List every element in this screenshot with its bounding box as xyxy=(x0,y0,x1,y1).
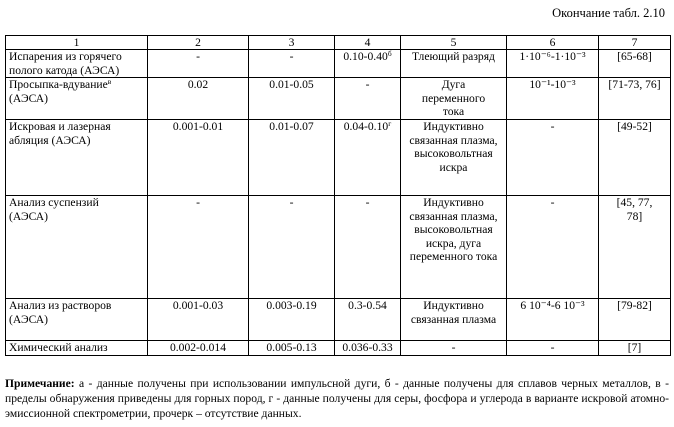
source-cell: Дуга переменного тока xyxy=(401,78,507,120)
footnote-label: Примечание: xyxy=(5,377,75,390)
method-text: Просыпка-вдувание xyxy=(9,78,108,92)
table-row xyxy=(6,50,671,78)
value-text: 0.04-0.10 xyxy=(343,120,389,134)
data-table xyxy=(5,35,671,356)
reference-cell: [49-52] xyxy=(599,120,671,196)
method-cell: Испарения из горячего полого катода (АЭСА) xyxy=(6,50,148,78)
table-header-row xyxy=(6,36,671,50)
header-cell: 4 xyxy=(335,36,401,50)
table-row xyxy=(6,78,671,120)
value-cell: 0.001-0.03 xyxy=(148,299,249,341)
value-cell: 0.02 xyxy=(148,78,249,120)
table-row xyxy=(6,196,671,299)
header-cell: 5 xyxy=(401,36,507,50)
header-cell: 7 xyxy=(599,36,671,50)
footnote-text: а - данные получены при использовании импульсной дуги, б - данные получены для сплавов черных металлов, в - пределы обнаружения приведены для горных пород, г - данные получены для серы, фосфора и углерода в варианте искровой атомно-эмиссионной спектрометрии, прочерк – отсутствие данных. xyxy=(5,377,669,420)
reference-cell: [79-82] xyxy=(599,299,671,341)
range-cell: - xyxy=(507,341,599,355)
value-cell: 0.005-0.13 xyxy=(249,341,335,355)
value-cell: 0.002-0.014 xyxy=(148,341,249,355)
range-cell: - xyxy=(507,120,599,196)
value-cell: - xyxy=(249,50,335,78)
value-cell: 0.01-0.07 xyxy=(249,120,335,196)
value-cell: - xyxy=(148,50,249,78)
reference-cell: [71-73, 76] xyxy=(599,78,671,120)
reference-cell: [45, 77, 78] xyxy=(599,196,671,299)
reference-cell: [65-68] xyxy=(599,50,671,78)
method-cell: Анализ из растворов (АЭСА) xyxy=(6,299,148,341)
method-text: (АЭСА) xyxy=(9,91,48,105)
value-cell: 0.036-0.33 xyxy=(335,341,401,355)
table-caption: Окончание табл. 2.10 xyxy=(552,6,665,20)
footnote-mark: б xyxy=(387,49,392,59)
source-cell: - xyxy=(401,341,507,355)
range-cell: - xyxy=(507,196,599,299)
value-cell: 0.001-0.01 xyxy=(148,120,249,196)
table-row xyxy=(6,120,671,196)
value-cell: - xyxy=(249,196,335,299)
method-cell: Искровая и лазерная абляция (АЭСА) xyxy=(6,120,148,196)
range-cell: 1·10⁻⁶-1·10⁻³ xyxy=(507,50,599,78)
value-cell: 0.003-0.19 xyxy=(249,299,335,341)
value-cell xyxy=(335,50,401,78)
value-cell: - xyxy=(335,196,401,299)
method-cell: Химический анализ xyxy=(6,341,148,355)
header-cell: 1 xyxy=(6,36,148,50)
method-cell xyxy=(6,78,148,120)
table-footnote xyxy=(5,376,669,421)
range-cell: 6 10⁻⁴-6 10⁻³ xyxy=(507,299,599,341)
range-cell: 10⁻¹-10⁻³ xyxy=(507,78,599,120)
source-cell: Тлеющий разряд xyxy=(401,50,507,78)
value-cell xyxy=(335,120,401,196)
table-row xyxy=(6,299,671,341)
source-cell: Индуктивно связанная плазма, высоковольтная искра xyxy=(401,120,507,196)
value-text: 0.10-0.40 xyxy=(343,50,388,64)
footnote-mark: в xyxy=(107,77,112,87)
table-row xyxy=(6,341,671,355)
header-cell: 3 xyxy=(249,36,335,50)
source-cell: Индуктивно связанная плазма xyxy=(401,299,507,341)
footnote-mark: г xyxy=(388,119,392,129)
value-cell: - xyxy=(148,196,249,299)
value-cell: 0.3-0.54 xyxy=(335,299,401,341)
source-cell: Индуктивно связанная плазма, высоковольтная искра, дуга переменного тока xyxy=(401,196,507,299)
method-cell: Анализ суспензий (АЭСА) xyxy=(6,196,148,299)
value-cell: 0.01-0.05 xyxy=(249,78,335,120)
header-cell: 6 xyxy=(507,36,599,50)
value-cell: - xyxy=(335,78,401,120)
reference-cell: [7] xyxy=(599,341,671,355)
header-cell: 2 xyxy=(148,36,249,50)
